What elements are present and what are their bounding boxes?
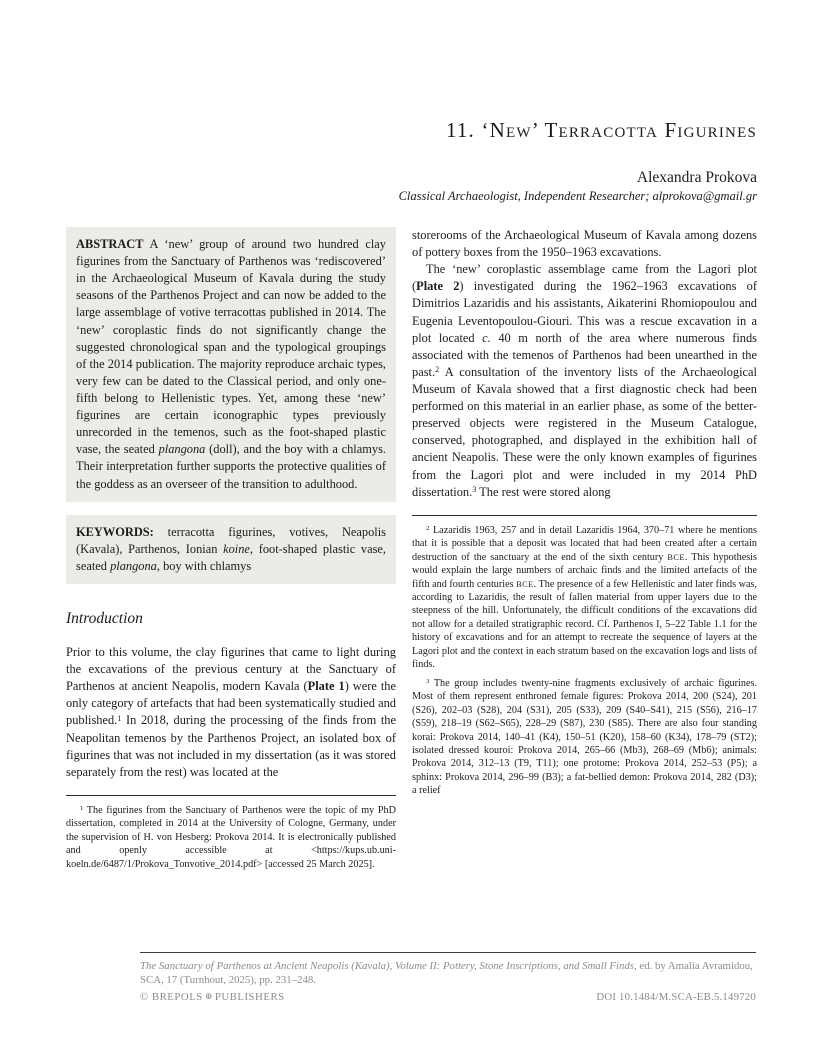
introduction-paragraph: Prior to this volume, the clay figurines that came to light during the excavations of the previous century at the Sanctuary of Parthenos at ancient Neapolis, modern Kavala (Plate 1) were the only category of artefacts that had been systematically studied and published.$^1$ In 2018, during the processing of the finds from the Neapolitan temenos by the Parthenos Project, an isolated box of figurines that was not included in my dissertation (as it was stored separately from the rest) was located at the [66, 644, 396, 779]
keywords-text: KEYWORDS: terracotta figurines, votives, Neapolis (Kavala), Parthenos, Ionian koine, foot-shaped plastic vase, seated plangona, boy with chlamys [76, 524, 386, 573]
abstract-label: ABSTRACT [76, 237, 144, 251]
keywords-box [66, 515, 396, 584]
right-column [412, 227, 757, 798]
author-affiliation: Classical Archaeologist, Independent Researcher; alprokova@gmail.gr [398, 189, 757, 203]
footnote-2: $^2$ Lazaridis 1963, 257 and in detail Lazaridis 1964, 370–71 where he mentions that it is possible that a deposit was located that had been created after a certain destruction of the sanctuary at the end of the sixth century BCE. This hypothesis would explain the large numbers of archaic finds and the limited artefacts of the fifth and fourth centuries BCE. The presence of a few Hellenistic and later finds was, according to Lazaridis, the result of fallen material from upper layers due to the steepness of the hill. Unfortunately, the difficult conditions of the excavations did not allow for a detailed stratigraphic record. Cf. Parthenos I, 5–22 Table 1.1 for the history of excavations and for an attempt to recreate the sequence of layers at the Lagori plot and the context in each stratum based on the excavation logs and lists of finds. [412, 524, 757, 671]
footnote-marker-1: 1 [117, 713, 122, 723]
main-paragraph-2: The ‘new’ coroplastic assemblage came from the Lagori plot (Plate 2) investigated during the 1962–1963 excavations of Dimitrios Lazaridis and his assistants, Aikaterini Rhomiopoulou and Eugenia Leventopoulou-Giouri. This was a rescue excavation in a plot located c. 40 m north of the area where numerous finds associated with the temenos of Parthenos had been unearthed in the past.$^2$ A consultation of the inventory lists of the Archaeological Museum of Kavala showed that a first diagnostic check had been performed on this material in an earlier phase, as some of the better-preserved objects were registered in the Museum Catalogue, conserved, photographed, and displayed in the exhibition hall of ancient Neapolis. These were the only known examples of figurines from the Lagori plot and were included in my 2014 PhD dissertation.$^3$ The rest were stored along [412, 262, 757, 499]
brepols-logo-icon: ⊕ [204, 991, 213, 1002]
footnote-2-marker: 2 [426, 524, 430, 532]
keywords-label: KEYWORDS: [76, 524, 154, 539]
introduction-heading: Introduction [66, 609, 143, 627]
abstract-box [66, 227, 396, 502]
left-column [66, 227, 396, 871]
publisher-line: © BREPOLS ⊕ PUBLISHERS [140, 991, 285, 1004]
footnote-separator-right [412, 515, 757, 516]
page-footer [140, 952, 756, 1003]
footnote-3: $^3$ The group includes twenty-nine fragments exclusively of archaic figurines. Most of them represent enthroned female figures: Prokova 2014, 200 (S24), 201 (S26), 202–03 (S28), 204 (S31), 205 (S33), 209 (S40–S41), 215 (S56), 216–17 (S59), 218–19 (S62–S65), 228–29 (S87), 230 (S85). There are also four standing korai: Prokova 2014, 140–41 (K4), 150–51 (K20), 158–60 (K34), 178–79 (ST2); isolated dressed kouroi: Prokova 2014, 265–66 (Mb3), 268–69 (Mb6); animals: Prokova 2014, 312–13 (T9, T11); one protome: Prokova 2014, 252–53 (P5); a sphinx: Prokova 2014, 296–99 (B3); a fat-bellied demon: Prokova 2014, 282 (D3); a relief [412, 677, 757, 797]
main-paragraph-1: storerooms of the Archaeological Museum of Kavala among dozens of pottery boxes from the 1950–1963 excavations. [412, 228, 757, 260]
footer-citation-title: The Sanctuary of Parthenos at Ancient Neapolis (Kavala), Volume II: Pottery, Stone Inscriptions, and Small Finds [140, 960, 634, 972]
author-name: Alexandra Prokova [636, 169, 757, 186]
footnote-3-marker: 3 [426, 677, 430, 685]
page-header [66, 118, 757, 204]
doi-text: DOI 10.1484/M.SCA-EB.5.149720 [596, 991, 756, 1004]
page-title: 11. ‘New’ Terracotta Figurines [445, 118, 757, 142]
footer-row [140, 991, 756, 1003]
plate-2-reference: Plate 2 [416, 279, 460, 294]
two-column-body [66, 227, 757, 871]
abstract-text: ABSTRACT A ‘new’ group of around two hundred clay figurines from the Sanctuary of Parthenos was ‘rediscovered’ in the Archaeological Museum of Kavala during the study seasons of the Parthenos Project and can now be added to the large assemblage of votive terracottas published in 2014. The ‘new’ coroplastic finds do not significantly change the suggested chronological span and the typological groupings of the 2014 publication. The majority reproduce archaic types, very few can be dated to the Classical period, and only one-fifth belong to Hellenistic types. Yet, among these ‘new’ figurines are certain iconographic types previously unrecorded in the temenos, such as the foot-shaped plastic vase, the seated plangona (doll), and the boy with a chlamys. Their interpretation further supports the protective qualities of the goddess as an overseer of the transition to adulthood. [76, 237, 386, 491]
footnote-separator-left [66, 795, 396, 796]
footnote-marker-3: 3 [472, 484, 477, 494]
footnote-marker-2: 2 [435, 365, 440, 375]
footer-citation: The Sanctuary of Parthenos at Ancient Neapolis (Kavala), Volume II: Pottery, Stone Inscriptions, and Small Finds, ed. by Amalia Avramidou, SCA, 17 (Turnhout, 2025), pp. 231–248. [140, 960, 753, 987]
footnote-1: $^1$ The figurines from the Sanctuary of Parthenos were the topic of my PhD dissertation, completed in 2014 at the University of Cologne, Germany, under the supervision of H. von Hesberg: Prokova 2014. It is electronically published and openly accessible at <https://kups.ub.uni-koeln.de/6487/1/Prokova_Tonvotive_2014.pdf> [accessed 25 March 2025]. [66, 804, 396, 870]
box-gap [66, 502, 396, 515]
plate-1-reference: Plate 1 [307, 679, 345, 694]
footer-rule [140, 952, 756, 953]
footnote-1-marker: 1 [80, 804, 84, 812]
